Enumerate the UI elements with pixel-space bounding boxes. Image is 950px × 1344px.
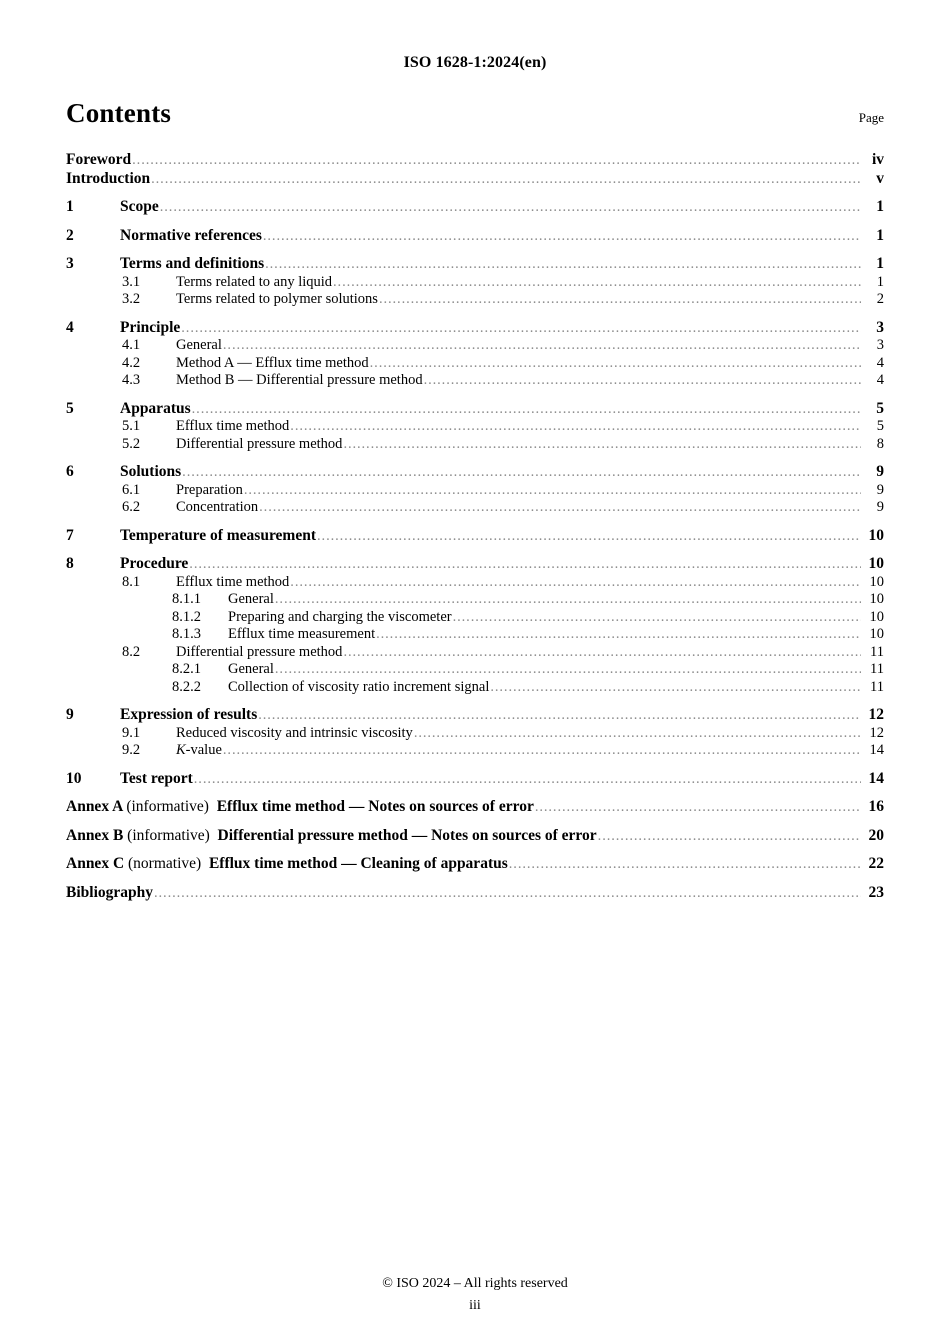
toc-annex-page: 16	[868, 798, 884, 815]
toc-annex-title: Annex A (informative) Efflux time method — Notes on sources of error	[66, 798, 534, 815]
leader-dots	[182, 465, 861, 480]
toc-entry-title: Terms and definitions	[120, 255, 265, 272]
toc-entry-page: iv	[871, 151, 884, 168]
toc-entry-number: 8.2.1	[172, 661, 201, 677]
toc-entry[interactable]	[66, 645, 884, 660]
toc-entry-page: 4	[876, 354, 884, 371]
toc-entry-title: Terms related to any liquid	[176, 273, 333, 290]
toc-entry[interactable]	[66, 556, 884, 572]
toc-entry-number: 9.2	[122, 742, 141, 758]
leader-dots	[379, 292, 861, 307]
leader-dots	[263, 229, 861, 244]
toc-entry-page: 10	[869, 573, 884, 590]
toc-entry[interactable]	[66, 726, 884, 741]
leader-dots	[181, 321, 861, 336]
toc-entry-page: 9	[876, 499, 884, 515]
toc-entry[interactable]	[66, 419, 884, 434]
toc-entry-page: 11	[870, 678, 884, 695]
toc-entry-number: 5.1	[122, 418, 141, 434]
toc-entry-number: 8.2.2	[172, 678, 201, 695]
toc-entry[interactable]	[66, 292, 884, 307]
toc-entry[interactable]	[66, 256, 884, 272]
toc-entry[interactable]	[66, 275, 884, 290]
toc-entry-page: 5	[876, 399, 884, 417]
leader-dots	[598, 829, 861, 844]
toc-entry-page: 10	[868, 555, 884, 572]
toc-entry-page: 10	[869, 591, 884, 607]
leader-dots	[343, 437, 861, 452]
table-of-contents	[66, 152, 884, 900]
leader-dots	[160, 200, 861, 215]
leader-dots	[194, 772, 861, 787]
toc-bibliography-page: 23	[868, 883, 884, 901]
toc-entry-number: 7	[66, 526, 74, 544]
toc-entry-number: 4.1	[122, 337, 141, 353]
toc-entry-title: Efflux time method	[176, 573, 290, 590]
toc-entry[interactable]	[66, 373, 884, 388]
leader-dots	[275, 662, 861, 677]
toc-entry-title: Scope	[120, 198, 159, 215]
footer-page-number: iii	[469, 1298, 481, 1313]
toc-entry-number: 3.2	[122, 291, 141, 307]
toc-entry[interactable]	[66, 771, 884, 787]
toc-entry-number: 8	[66, 555, 74, 572]
toc-entry[interactable]	[66, 743, 884, 758]
toc-entry-title: Terms related to polymer solutions	[176, 291, 378, 307]
toc-entry-number: 6	[66, 463, 74, 480]
leader-dots	[317, 529, 861, 544]
toc-entry-page: 1	[876, 198, 884, 215]
toc-entry-number: 4.3	[122, 372, 141, 388]
leader-dots	[132, 153, 861, 168]
toc-entry-number: 8.1	[122, 573, 141, 590]
toc-entry-page: 4	[876, 372, 884, 388]
toc-entry-title: Reduced viscosity and intrinsic viscosity	[176, 724, 413, 741]
toc-entry-page: 12	[869, 724, 884, 741]
leader-dots	[490, 680, 861, 695]
toc-entry-title: Normative references	[120, 226, 262, 244]
toc-entry-page: 10	[868, 526, 884, 544]
toc-entry-number: 8.1.1	[172, 591, 201, 607]
leader-dots	[424, 373, 861, 388]
toc-entry-number: 8.1.2	[172, 608, 201, 625]
toc-entry-page: 11	[870, 661, 884, 677]
footer-copyright: © ISO 2024 – All rights reserved	[382, 1276, 568, 1291]
toc-entry-title: Preparing and charging the viscometer	[228, 608, 452, 625]
leader-dots	[370, 356, 861, 371]
toc-entry[interactable]	[66, 528, 884, 544]
toc-entry-title: Principle	[120, 318, 181, 336]
toc-entry-title: Temperature of measurement	[120, 526, 317, 544]
toc-entry[interactable]	[66, 152, 884, 168]
toc-entry-page: 1	[876, 255, 884, 272]
leader-dots	[453, 610, 861, 625]
toc-entry[interactable]	[66, 356, 884, 371]
leader-dots	[376, 627, 861, 642]
toc-entry[interactable]	[66, 680, 884, 695]
toc-entry[interactable]	[66, 500, 884, 515]
toc-entry-number: 3.1	[122, 273, 141, 290]
toc-entry-page: 3	[876, 318, 884, 336]
toc-entry-title: General	[228, 661, 274, 677]
toc-entry-page: 12	[868, 706, 884, 723]
toc-entry-page: 3	[876, 337, 884, 353]
toc-entry-page: 11	[870, 643, 884, 660]
toc-entry-title: Method B — Differential pressure method	[176, 372, 423, 388]
toc-entry[interactable]	[66, 662, 884, 677]
toc-entry-page: 1	[876, 226, 884, 244]
leader-dots	[509, 857, 861, 872]
toc-entry[interactable]	[66, 464, 884, 480]
leader-dots	[223, 743, 861, 758]
leader-dots	[192, 402, 861, 417]
toc-entry-number: 2	[66, 226, 74, 244]
contents-heading-row	[66, 100, 884, 127]
toc-entry-number: 6.1	[122, 481, 141, 498]
toc-entry-page: 10	[869, 626, 884, 642]
toc-entry-number: 6.2	[122, 499, 141, 515]
toc-entry-title: Preparation	[176, 481, 243, 498]
leader-dots	[265, 257, 861, 272]
toc-entry-page: 5	[876, 418, 884, 434]
toc-entry[interactable]	[66, 199, 884, 215]
running-header: ISO 1628-1:2024(en)	[403, 54, 547, 71]
toc-entry-title: Test report	[120, 769, 193, 787]
toc-entry-title: Foreword	[66, 151, 132, 168]
toc-entry[interactable]	[66, 610, 884, 625]
page-column-label: Page	[858, 110, 884, 125]
toc-annex-entry[interactable]	[66, 799, 884, 815]
toc-entry[interactable]	[66, 592, 884, 607]
toc-entry[interactable]	[66, 437, 884, 452]
toc-entry-title: Method A — Efflux time method	[176, 354, 369, 371]
toc-entry-page: 14	[869, 742, 884, 758]
toc-annex-page: 22	[868, 855, 884, 872]
leader-dots	[535, 800, 861, 815]
leader-dots	[189, 557, 861, 572]
toc-annex-entry[interactable]	[66, 856, 884, 872]
toc-entry[interactable]	[66, 627, 884, 642]
toc-entry[interactable]	[66, 483, 884, 498]
toc-entry[interactable]	[66, 228, 884, 244]
leader-dots	[258, 708, 861, 723]
toc-entry-page: v	[876, 169, 884, 187]
toc-annex-entry[interactable]	[66, 828, 884, 844]
toc-entry-number: 9	[66, 706, 74, 723]
toc-entry[interactable]	[66, 338, 884, 353]
leader-dots	[290, 575, 861, 590]
toc-entry-title: General	[228, 591, 274, 607]
toc-entry-page: 9	[876, 481, 884, 498]
toc-bibliography-entry[interactable]	[66, 885, 884, 901]
leader-dots	[414, 726, 861, 741]
toc-entry-title: Apparatus	[120, 399, 191, 417]
toc-entry-page: 2	[876, 291, 884, 307]
toc-entry-title: General	[176, 337, 222, 353]
toc-entry-number: 9.1	[122, 724, 141, 741]
toc-entry-page: 14	[868, 769, 884, 787]
leader-dots	[154, 886, 861, 901]
toc-entry-page: 8	[876, 435, 884, 452]
toc-entry-number: 5	[66, 399, 74, 417]
toc-entry-page: 10	[869, 608, 884, 625]
toc-entry-title: Differential pressure method	[176, 643, 343, 660]
toc-entry[interactable]	[66, 401, 884, 417]
toc-entry-title: Expression of results	[120, 706, 258, 723]
toc-entry[interactable]	[66, 320, 884, 336]
toc-entry[interactable]	[66, 171, 884, 187]
toc-entry-title: Efflux time method	[176, 418, 290, 434]
toc-entry-title: Differential pressure method	[176, 435, 343, 452]
leader-dots	[343, 645, 861, 660]
toc-entry-number: 3	[66, 255, 74, 272]
leader-dots	[259, 500, 861, 515]
toc-annex-title: Annex C (normative) Efflux time method — Cleaning of apparatus	[66, 855, 508, 872]
toc-entry-title: Introduction	[66, 169, 151, 187]
toc-annex-title: Annex B (informative) Differential pressure method — Notes on sources of error	[66, 826, 597, 844]
toc-entry-title: Procedure	[120, 555, 189, 572]
leader-dots	[333, 275, 861, 290]
toc-entry-title: Solutions	[120, 463, 182, 480]
leader-dots	[151, 172, 861, 187]
toc-entry-number: 8.2	[122, 643, 141, 660]
page-title: Contents	[66, 98, 172, 128]
toc-entry-page: 9	[876, 463, 884, 480]
leader-dots	[290, 419, 861, 434]
toc-entry-number: 4	[66, 318, 74, 336]
toc-entry-number: 5.2	[122, 435, 141, 452]
toc-entry-title: Collection of viscosity ratio increment signal	[228, 678, 490, 695]
toc-entry-title: Concentration	[176, 499, 259, 515]
toc-entry-number: 1	[66, 198, 74, 215]
toc-entry[interactable]	[66, 575, 884, 590]
leader-dots	[223, 338, 861, 353]
toc-entry-title: Efflux time measurement	[228, 626, 376, 642]
leader-dots	[275, 592, 861, 607]
toc-entry-page: 1	[876, 273, 884, 290]
toc-entry-title: K-value	[176, 742, 222, 758]
toc-entry-number: 10	[66, 769, 82, 787]
toc-annex-page: 20	[868, 826, 884, 844]
leader-dots	[244, 483, 861, 498]
toc-entry-number: 8.1.3	[172, 626, 201, 642]
toc-bibliography-title: Bibliography	[66, 883, 153, 901]
toc-entry[interactable]	[66, 707, 884, 723]
toc-entry-number: 4.2	[122, 354, 141, 371]
